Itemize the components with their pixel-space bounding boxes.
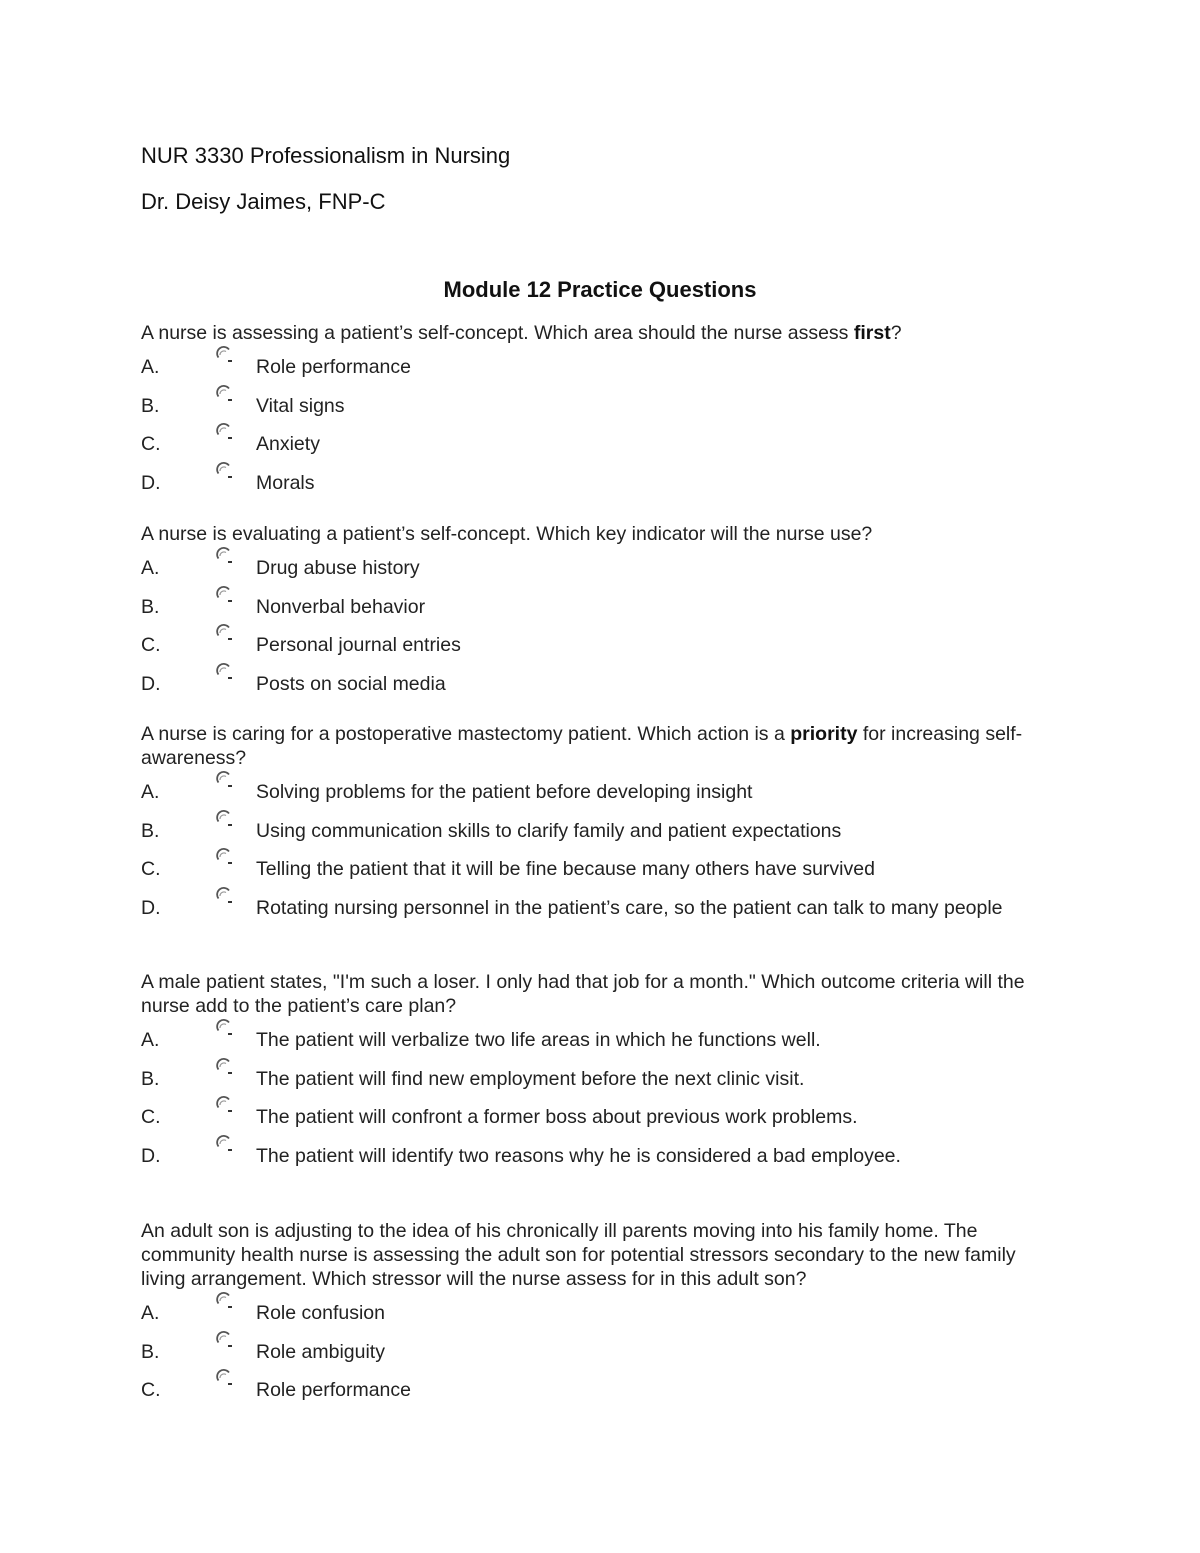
option-letter: B. [141,394,160,417]
instructor-name: Dr. Deisy Jaimes, FNP-C [141,189,386,214]
option-letter: A. [141,356,160,378]
answer-option[interactable] [141,1291,1051,1330]
radio-button-icon[interactable] [215,1291,235,1313]
option-letter: A. [141,1302,160,1324]
option-text: Solving problems for the patient before developing insight [256,781,753,803]
option-letter: A. [141,1029,160,1051]
radio-button-icon[interactable] [215,1330,235,1352]
question-3 [141,722,1051,924]
option-letter: D. [141,1144,161,1167]
option-text: Telling the patient that it will be fine because many others have survived [256,858,875,880]
answer-option[interactable] [141,461,1051,500]
option-text: Using communication skills to clarify family and patient expectations [256,819,842,842]
answer-option[interactable] [141,1095,1051,1134]
question-stem [141,722,1051,770]
option-letter: D. [141,672,161,695]
emphasis-text: priority [790,723,858,745]
option-letter: D. [141,471,161,494]
option-text: The patient will identify two reasons why he is considered a bad employee. [256,1144,901,1167]
radio-button-icon[interactable] [215,662,235,684]
question-text: A male patient states, "I'm such a loser. I only had that job for a month." Which outcome criteria will the nurse add to the patient’s care plan? [141,971,1025,1017]
question-stem [141,321,1051,345]
option-text: Role confusion [256,1302,385,1324]
answer-option[interactable] [141,809,1051,848]
radio-button-icon[interactable] [215,770,235,792]
option-text: Vital signs [256,394,345,417]
answer-option[interactable] [141,1368,1051,1407]
option-letter: B. [141,819,160,842]
question-4 [141,970,1051,1172]
answer-option[interactable] [141,1330,1051,1369]
radio-button-icon[interactable] [215,384,235,406]
radio-button-icon[interactable] [215,1134,235,1156]
radio-button-icon[interactable] [215,422,235,444]
option-text: Role performance [256,356,411,378]
option-text: Morals [256,471,315,494]
answer-option[interactable] [141,585,1051,624]
radio-button-icon[interactable] [215,623,235,645]
question-text: An adult son is adjusting to the idea of his chronically ill parents moving into his family home. The community health nurse is assessing the adult son for potential stressors secondary to the new family living arrangement. Which stressor will the nurse assess for in this adult son? [141,1220,1016,1290]
radio-button-icon[interactable] [215,1368,235,1390]
question-stem [141,522,1051,546]
option-text: Posts on social media [256,672,446,695]
answer-option[interactable] [141,546,1051,585]
document-title: Module 12 Practice Questions [443,277,757,302]
question-text-end: ? [890,322,902,344]
question-stem [141,970,1051,1018]
answer-option[interactable] [141,770,1051,809]
question-2 [141,522,1051,700]
option-text: The patient will find new employment before the next clinic visit. [256,1067,805,1090]
answer-option[interactable] [141,1018,1051,1057]
option-letter: D. [141,896,161,919]
option-text: The patient will confront a former boss about previous work problems. [256,1106,858,1128]
option-text: Drug abuse history [256,557,420,579]
option-letter: C. [141,1106,161,1128]
option-letter: A. [141,557,160,579]
option-text: Role performance [256,1379,411,1401]
option-letter: C. [141,1379,161,1401]
option-letter: C. [141,433,161,455]
question-text: A nurse is caring for a postoperative mastectomy patient. Which action is a [141,723,791,745]
answer-option[interactable] [141,422,1051,461]
option-text: Personal journal entries [256,634,461,656]
option-letter: A. [141,781,160,803]
answer-option[interactable] [141,1057,1051,1096]
answer-option[interactable] [141,384,1051,423]
radio-button-icon[interactable] [215,809,235,831]
question-1 [141,321,1051,499]
option-text: The patient will verbalize two life areas in which he functions well. [256,1029,821,1051]
answer-options [141,345,1051,499]
radio-button-icon[interactable] [215,847,235,869]
radio-button-icon[interactable] [215,345,235,367]
radio-button-icon[interactable] [215,1095,235,1117]
question-text: A nurse is assessing a patient’s self-concept. Which area should the nurse assess [141,322,854,344]
radio-button-icon[interactable] [215,886,235,908]
answer-option[interactable] [141,345,1051,384]
radio-button-icon[interactable] [215,1018,235,1040]
radio-button-icon[interactable] [215,461,235,483]
answer-option[interactable] [141,623,1051,662]
answer-options [141,546,1051,700]
option-letter: B. [141,595,160,618]
answer-option[interactable] [141,847,1051,886]
option-letter: C. [141,858,161,880]
radio-button-icon[interactable] [215,585,235,607]
question-text-end: for increasing self-awareness? [141,723,1023,769]
option-text: Anxiety [256,433,320,455]
option-letter: B. [141,1340,160,1363]
answer-option[interactable] [141,886,1051,925]
option-text: Nonverbal behavior [256,595,426,618]
emphasis-text: first [853,322,891,344]
option-letter: B. [141,1067,160,1090]
question-5 [141,1219,1051,1407]
answer-options [141,1018,1051,1172]
option-letter: C. [141,634,161,656]
option-text: Rotating nursing personnel in the patient’s care, so the patient can talk to many people [256,896,1003,919]
answer-options [141,1291,1051,1407]
course-title: NUR 3330 Professionalism in Nursing [141,143,511,168]
radio-button-icon[interactable] [215,546,235,568]
question-stem [141,1219,1051,1291]
radio-button-icon[interactable] [215,1057,235,1079]
answer-option[interactable] [141,662,1051,701]
option-text: Role ambiguity [256,1340,385,1363]
answer-option[interactable] [141,1134,1051,1173]
answer-options [141,770,1051,924]
question-text: A nurse is evaluating a patient’s self-concept. Which key indicator will the nurse use? [141,523,873,545]
